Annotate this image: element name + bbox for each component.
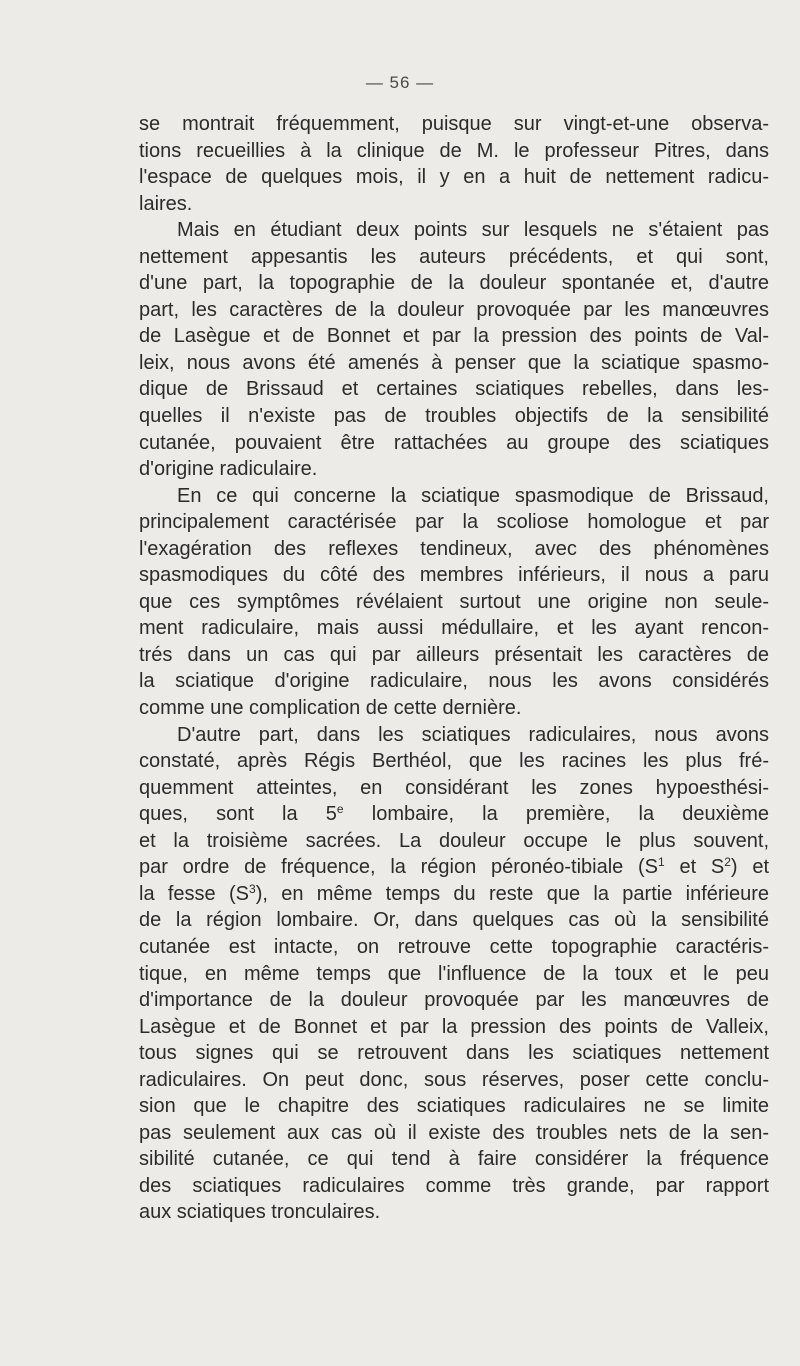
text-line: laires. bbox=[139, 192, 193, 215]
text-line: quelles il n'existe pas de troubles objectifs de la sensibilité bbox=[139, 405, 769, 428]
text-line: quemment atteintes, en considérant les zones hypoesthési- bbox=[139, 776, 769, 799]
text-line: dique de Brissaud et certaines sciatiques rebelles, dans les- bbox=[139, 378, 769, 401]
text-line: leix, nous avons été amenés à penser que la sciatique spasmo- bbox=[139, 351, 769, 374]
text-line: d'une part, la topographie de la douleur spontanée et, d'autre bbox=[139, 272, 769, 295]
text-line: la fesse $(S^3)$, en même temps du reste que la partie inférieure bbox=[139, 881, 770, 905]
body-text bbox=[139, 111, 769, 1226]
text-line: constaté, après Régis Berthéol, que les racines les plus fré- bbox=[139, 750, 769, 773]
text-line: cutanée est intacte, on retrouve cette topographie caractéris- bbox=[139, 935, 769, 958]
text-line: ment radiculaire, mais aussi médullaire, et les ayant rencon- bbox=[139, 617, 769, 640]
text-line: tique, en même temps que l'influence de la toux et le peu bbox=[139, 962, 769, 985]
text-line: de la région lombaire. Or, dans quelques cas où la sensibilité bbox=[139, 909, 769, 932]
text-line: tous signes qui se retrouvent dans les sciatiques nettement bbox=[139, 1042, 769, 1065]
text-line: d'origine radiculaire. bbox=[139, 458, 318, 481]
text-line: aux sciatiques tronculaires. bbox=[139, 1201, 381, 1224]
text-line: se montrait fréquemment, puisque sur vingt-et-une observa- bbox=[139, 113, 769, 135]
text-line: l'exagération des reflexes tendineux, avec des phénomènes bbox=[139, 537, 769, 560]
page-number: — 56 — bbox=[365, 73, 435, 92]
text-line: comme une complication de cette dernière. bbox=[139, 697, 522, 720]
text-line: des sciatiques radiculaires comme très grande, par rapport bbox=[139, 1174, 769, 1197]
text-line: principalement caractérisée par la scoliose homologue et par bbox=[139, 511, 769, 534]
text-line: radiculaires. On peut donc, sous réserves, poser cette conclu- bbox=[139, 1068, 769, 1091]
text-line: ques, sont la 5e lombaire, la première, la deuxième bbox=[139, 802, 769, 826]
text-line: sion que le chapitre des sciatiques radiculaires ne se limite bbox=[139, 1095, 769, 1118]
text-line: et la troisième sacrées. La douleur occupe le plus souvent, bbox=[139, 829, 769, 852]
text-line: pas seulement aux cas où il existe des troubles nets de la sen- bbox=[139, 1121, 769, 1144]
text-line: trés dans un cas qui par ailleurs présentait les caractères de bbox=[139, 643, 769, 666]
text-line: la sciatique d'origine radiculaire, nous les avons considérés bbox=[139, 670, 769, 693]
text-line: sibilité cutanée, ce qui tend à faire considérer la fréquence bbox=[139, 1148, 769, 1171]
text-line: tions recueillies à la clinique de M. le professeur Pitres, dans bbox=[139, 139, 769, 162]
text-line: part, les caractères de la douleur provoquée par les manœuvres bbox=[139, 298, 769, 321]
text-line: Mais en étudiant deux points sur lesquels ne s'étaient pas bbox=[177, 219, 769, 242]
text-line: de Lasègue et de Bonnet et par la pression des points de Val- bbox=[139, 325, 769, 348]
text-line: cutanée, pouvaient être rattachées au groupe des sciatiques bbox=[139, 431, 769, 454]
text-line: D'autre part, dans les sciatiques radiculaires, nous avons bbox=[177, 723, 769, 746]
text-line: Lasègue et de Bonnet et par la pression des points de Valleix, bbox=[139, 1015, 769, 1038]
text-line: nettement appesantis les auteurs précédents, et qui sont, bbox=[139, 245, 769, 268]
text-line: que ces symptômes révélaient surtout une origine non seule- bbox=[139, 590, 769, 613]
text-line: En ce qui concerne la sciatique spasmodique de Brissaud, bbox=[177, 484, 769, 507]
text-line: l'espace de quelques mois, il y en a huit de nettement radicu- bbox=[139, 166, 769, 189]
text-line: d'importance de la douleur provoquée par les manœuvres de bbox=[139, 989, 769, 1012]
text-line: par ordre de fréquence, la région péronéo-tibiale ($S^1$ et $S^2$) et bbox=[139, 855, 770, 879]
text-line: spasmodiques du côté des membres inférieurs, il nous a paru bbox=[139, 564, 769, 587]
